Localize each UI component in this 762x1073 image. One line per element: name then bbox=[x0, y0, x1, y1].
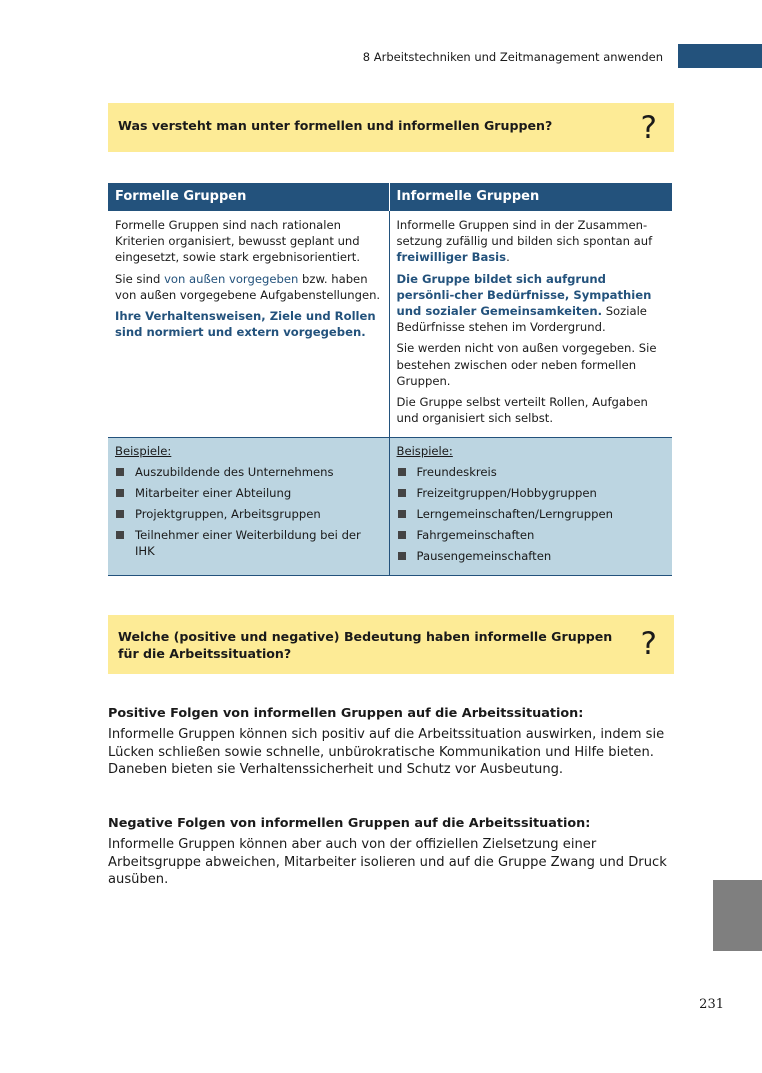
formal-examples-cell bbox=[108, 438, 389, 575]
list-item-text: Teilnehmer einer Weiterbildung bei der IHK bbox=[135, 527, 361, 558]
informal-examples-cell bbox=[389, 438, 672, 575]
question-text: Welche (positive und negative) Bedeutung haben informelle Gruppen für die Arbeitssituation? bbox=[118, 629, 613, 661]
list-item bbox=[397, 485, 666, 506]
square-bullet-icon bbox=[398, 468, 406, 476]
highlight-text: von außen vorgegeben bbox=[164, 271, 299, 286]
informal-groups-header: Informelle Gruppen bbox=[389, 183, 672, 211]
informal-examples-list bbox=[397, 464, 666, 569]
text-span: bzw. haben von außen vorgegebene Aufgabenstellungen. bbox=[115, 271, 381, 302]
list-item-text: Fahrgemeinschaften bbox=[416, 527, 535, 542]
table-header-row bbox=[108, 183, 672, 211]
formal-examples-list bbox=[115, 464, 382, 558]
list-item-text: Lerngemeinschaften/Lerngruppen bbox=[416, 506, 613, 521]
text-span: . bbox=[506, 250, 510, 265]
table-description-row bbox=[108, 211, 672, 438]
group-comparison-table bbox=[108, 183, 672, 576]
list-item bbox=[115, 464, 382, 485]
examples-label: Beispiele: bbox=[396, 444, 453, 459]
list-item-text: Freundeskreis bbox=[416, 464, 497, 479]
page-number: 231 bbox=[699, 997, 724, 1012]
list-item bbox=[115, 506, 382, 527]
list-item bbox=[397, 506, 666, 527]
informal-paragraph-1 bbox=[397, 217, 666, 266]
question-mark-icon: ? bbox=[640, 110, 657, 146]
text-span: Soziale Bedürfnisse stehen im Vordergrund. bbox=[396, 304, 647, 335]
highlight-text: freiwilliger Basis bbox=[396, 250, 507, 265]
formal-paragraph-3: Ihre Verhaltensweisen, Ziele und Rollen sind normiert und extern vorgegeben. bbox=[115, 309, 376, 340]
informal-description-cell bbox=[389, 211, 672, 438]
formal-paragraph-1: Formelle Gruppen sind nach rationalen Kriterien organisiert, bewusst geplant und eingesetzt, sowie stark ergebnisorientiert. bbox=[115, 218, 361, 265]
list-item bbox=[115, 527, 382, 558]
informal-paragraph-2 bbox=[397, 271, 666, 336]
square-bullet-icon bbox=[398, 552, 406, 560]
square-bullet-icon bbox=[398, 510, 406, 518]
list-item-text: Freizeitgruppen/Hobbygruppen bbox=[416, 485, 597, 500]
list-item-text: Auszubildende des Unternehmens bbox=[135, 464, 334, 479]
positive-heading: Positive Folgen von informellen Gruppen auf die Arbeitssituation: bbox=[108, 706, 584, 721]
text-span: Sie sind bbox=[115, 271, 165, 286]
list-item-text: Projektgruppen, Arbeitsgruppen bbox=[135, 506, 321, 521]
question-box-2 bbox=[108, 615, 674, 674]
chapter-title: 8 Arbeitstechniken und Zeitmanagement anwenden bbox=[362, 50, 663, 64]
list-item-text: Mitarbeiter einer Abteilung bbox=[135, 485, 292, 500]
page-edge-tab bbox=[713, 880, 762, 951]
negative-text: Informelle Gruppen können aber auch von der offiziellen Zielsetzung einer Arbeitsgruppe abweichen, Mitarbeiter isolieren und auf die Gruppe Zwang und Druck ausüben. bbox=[108, 837, 667, 887]
square-bullet-icon bbox=[398, 531, 406, 539]
list-item bbox=[115, 485, 382, 506]
square-bullet-icon bbox=[116, 468, 124, 476]
informal-paragraph-4: Die Gruppe selbst verteilt Rollen, Aufgaben und organisiert sich selbst. bbox=[396, 395, 648, 426]
formal-groups-header: Formelle Gruppen bbox=[108, 183, 389, 211]
list-item bbox=[397, 464, 666, 485]
formal-paragraph-2 bbox=[115, 271, 382, 303]
question-box-1 bbox=[108, 103, 674, 152]
positive-text: Informelle Gruppen können sich positiv auf die Arbeitssituation auswirken, indem sie Lücken schließen sowie schnelle, unbürokratische Kommunikation und Hilfe bieten. Daneben bieten sie Verhaltenssicherheit und Schutz vor Ausbeutung. bbox=[108, 727, 665, 777]
question-mark-icon: ? bbox=[640, 626, 657, 662]
informal-paragraph-3: Sie werden nicht von außen vorgegeben. Sie bestehen zwischen oder neben formellen Gruppen. bbox=[396, 341, 657, 388]
question-text: Was versteht man unter formellen und informellen Gruppen? bbox=[118, 118, 553, 133]
formal-description-cell bbox=[108, 211, 389, 438]
text-span: Informelle Gruppen sind in der Zusammen-setzung zufällig und bilden sich spontan auf bbox=[396, 218, 653, 249]
table-examples-row bbox=[108, 438, 672, 575]
list-item bbox=[397, 548, 666, 569]
square-bullet-icon bbox=[116, 510, 124, 518]
square-bullet-icon bbox=[116, 531, 124, 539]
square-bullet-icon bbox=[398, 489, 406, 497]
square-bullet-icon bbox=[116, 489, 124, 497]
examples-label: Beispiele: bbox=[115, 444, 172, 459]
negative-heading: Negative Folgen von informellen Gruppen auf die Arbeitssituation: bbox=[108, 816, 591, 831]
list-item bbox=[397, 527, 666, 548]
list-item-text: Pausengemeinschaften bbox=[416, 548, 552, 563]
highlight-text: Die Gruppe bildet sich aufgrund persönli-cher Bedürfnisse, Sympathien und sozialer Gemeinsamkeiten. bbox=[396, 271, 652, 319]
chapter-marker-bar bbox=[678, 44, 762, 68]
